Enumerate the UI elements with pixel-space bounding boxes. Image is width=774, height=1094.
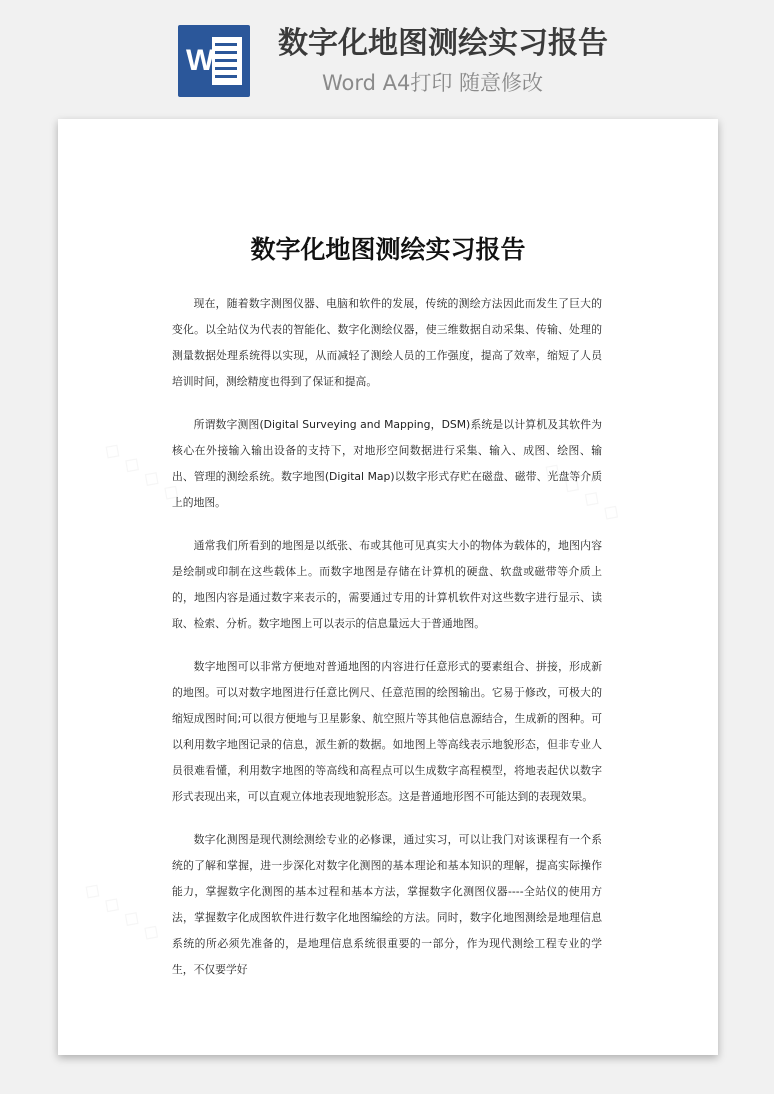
doc-line xyxy=(215,51,237,54)
paragraph: 通常我们所看到的地图是以纸张、布或其他可见真实大小的物体为载体的，地图内容是绘制或印制在这些载体上。而数字地图是存储在计算机的硬盘、软盘或磁带等介质上的，地图内容是通过数字来表示的，需要通过专用的计算机软件对这些数字进行显示、读取、检索、分析。数字地图上可以表示的信息量远大于普通地图。 xyxy=(172,539,602,630)
banner-header xyxy=(0,0,774,118)
doc-line xyxy=(215,59,237,62)
doc-line xyxy=(215,43,237,46)
watermark: ◇ ◇ ◇ ◇ xyxy=(98,435,186,508)
header-subtitle: Word A4打印 随意修改 xyxy=(322,71,544,95)
paragraph: 数字地图可以非常方便地对普通地图的内容进行任意形式的要素组合、拼接，形成新的地图。可以对数字地图进行任意比例尺、任意范围的绘图输出。它易于修改，可极大的缩短成图时间;可以很方便地与卫星影象、航空照片等其他信息源结合，生成新的图种。可以利用数字地图记录的信息，派生新的数据。如地图上等高线表示地貌形态，但非专业人员很难看懂，利用数字地图的等高线和高程点可以生成数字高程模型，将地表起伏以数字形式表现出来，可以直观立体地表现地貌形态。这是普通地形图不可能达到的表现效果。 xyxy=(172,660,602,803)
header-title: 数字化地图测绘实习报告 xyxy=(278,26,608,61)
document-title: 数字化地图测绘实习报告 xyxy=(250,235,526,264)
paragraph: 现在，随着数字测图仪器、电脑和软件的发展，传统的测绘方法因此而发生了巨大的变化。以全站仪为代表的智能化、数字化测绘仪器，使三维数据自动采集、传输、处理的测量数据处理系统得以实现，从而减轻了测绘人员的工作强度，提高了效率，缩短了人员培训时间，测绘精度也得到了保证和提高。 xyxy=(172,297,602,388)
watermark: ◇ ◇ ◇ ◇ xyxy=(78,875,166,948)
word-logo-icon xyxy=(178,25,250,97)
document-body xyxy=(172,291,602,1000)
doc-line xyxy=(215,75,237,78)
word-logo-letter: W xyxy=(186,44,215,77)
paragraph: 所谓数字测图(Digital Surveying and Mapping，DSM)系统是以计算机及其软件为核心在外接输入输出设备的支持下，对地形空间数据进行采集、输入、成图、绘图、输出、管理的测绘系统。数字地图(Digital Map)以数字形式存贮在磁盘、磁带、光盘等介质上的地图。 xyxy=(172,418,602,509)
doc-line xyxy=(215,67,237,70)
watermark: ◇ ◇ ◇ ◇ xyxy=(538,455,626,528)
document-page xyxy=(58,119,718,1055)
paragraph: 数字化测图是现代测绘测绘专业的必修课，通过实习，可以让我门对该课程有一个系统的了解和掌握，进一步深化对数字化测图的基本理论和基本知识的理解，提高实际操作能力，掌握数字化测图的基本过程和基本方法，掌握数字化测图仪器----全站仪的使用方法，掌握数字化成图软件进行数字化地图编绘的方法。同时，数字化地图测绘是地理信息系统的所必须先准备的，是地理信息系统很重要的一部分，作为现代测绘工程专业的学生，不仅要学好 xyxy=(172,833,602,976)
